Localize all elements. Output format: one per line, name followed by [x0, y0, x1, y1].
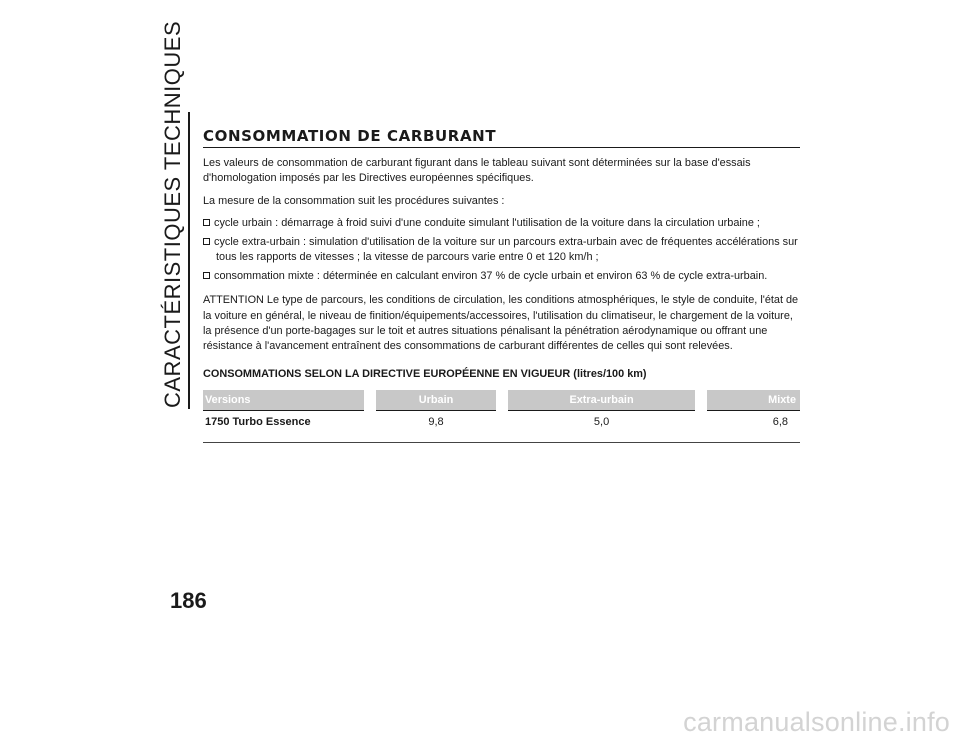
cell-mixte: 6,8 [701, 411, 800, 443]
table-row [203, 411, 800, 443]
list-item-text: consommation mixte : déterminée en calculant environ 37 % de cycle urbain et environ 63 % de cycle extra-urbain. [214, 270, 768, 283]
column-header-extra-urbain: Extra-urbain [502, 390, 701, 411]
attention-paragraph: ATTENTION Le type de parcours, les conditions de circulation, les conditions atmosphériques, le style de conduite, l'état de la voiture en général, le niveau de finition/équipements/accessoires, l'utilisation du climatiseur, le chargement de la voiture, la présence d'un porte-bagages sur le toit et autres situations pénalisant la pénétration aérodynamique ou offrant une résistance à l'avancement entraînent des consommations de carburant différentes de celles qui sont relevées. [203, 294, 799, 353]
procedures-intro: La mesure de la consommation suit les procédures suivantes : [203, 195, 505, 208]
main-content [203, 128, 800, 443]
checkbox-square-icon [203, 272, 210, 279]
procedure-list [203, 216, 800, 285]
watermark: carmanualsonline.info [683, 707, 950, 737]
table-title: CONSOMMATIONS SELON LA DIRECTIVE EUROPÉENNE EN VIGUEUR (litres/100 km) [203, 368, 647, 381]
sidebar-section-title: CARACTÉRISTIQUES TECHNIQUES [160, 20, 185, 408]
column-header-mixte: Mixte [701, 390, 800, 411]
cell-extra-urbain: 5,0 [502, 411, 701, 443]
column-header-versions: Versions [203, 390, 370, 411]
list-item [203, 269, 800, 284]
consumption-table [203, 390, 800, 443]
list-item [203, 216, 800, 231]
page-number: 186 [170, 588, 207, 613]
checkbox-square-icon [203, 219, 210, 226]
cell-urbain: 9,8 [370, 411, 502, 443]
checkbox-square-icon [203, 238, 210, 245]
cell-version: 1750 Turbo Essence [203, 411, 370, 443]
list-item [203, 235, 800, 265]
list-item-text: cycle urbain : démarrage à froid suivi d'une conduite simulant l'utilisation de la voiture dans la circulation urbaine ; [214, 216, 760, 229]
intro-paragraph: Les valeurs de consommation de carburant figurant dans le tableau suivant sont déterminées sur la base d'essais d'homologation imposés par les Directives européennes spécifiques. [203, 157, 751, 185]
table-header-row [203, 390, 800, 411]
column-header-urbain: Urbain [370, 390, 502, 411]
section-heading: CONSOMMATION DE CARBURANT [203, 128, 800, 148]
sidebar-rule [188, 112, 190, 409]
list-item-text: cycle extra-urbain : simulation d'utilisation de la voiture sur un parcours extra-urbain avec de fréquentes accélérations sur tous les rapports de vitesses ; la vitesse de parcours varie entre 0 et 120 km/h ; [214, 235, 798, 264]
